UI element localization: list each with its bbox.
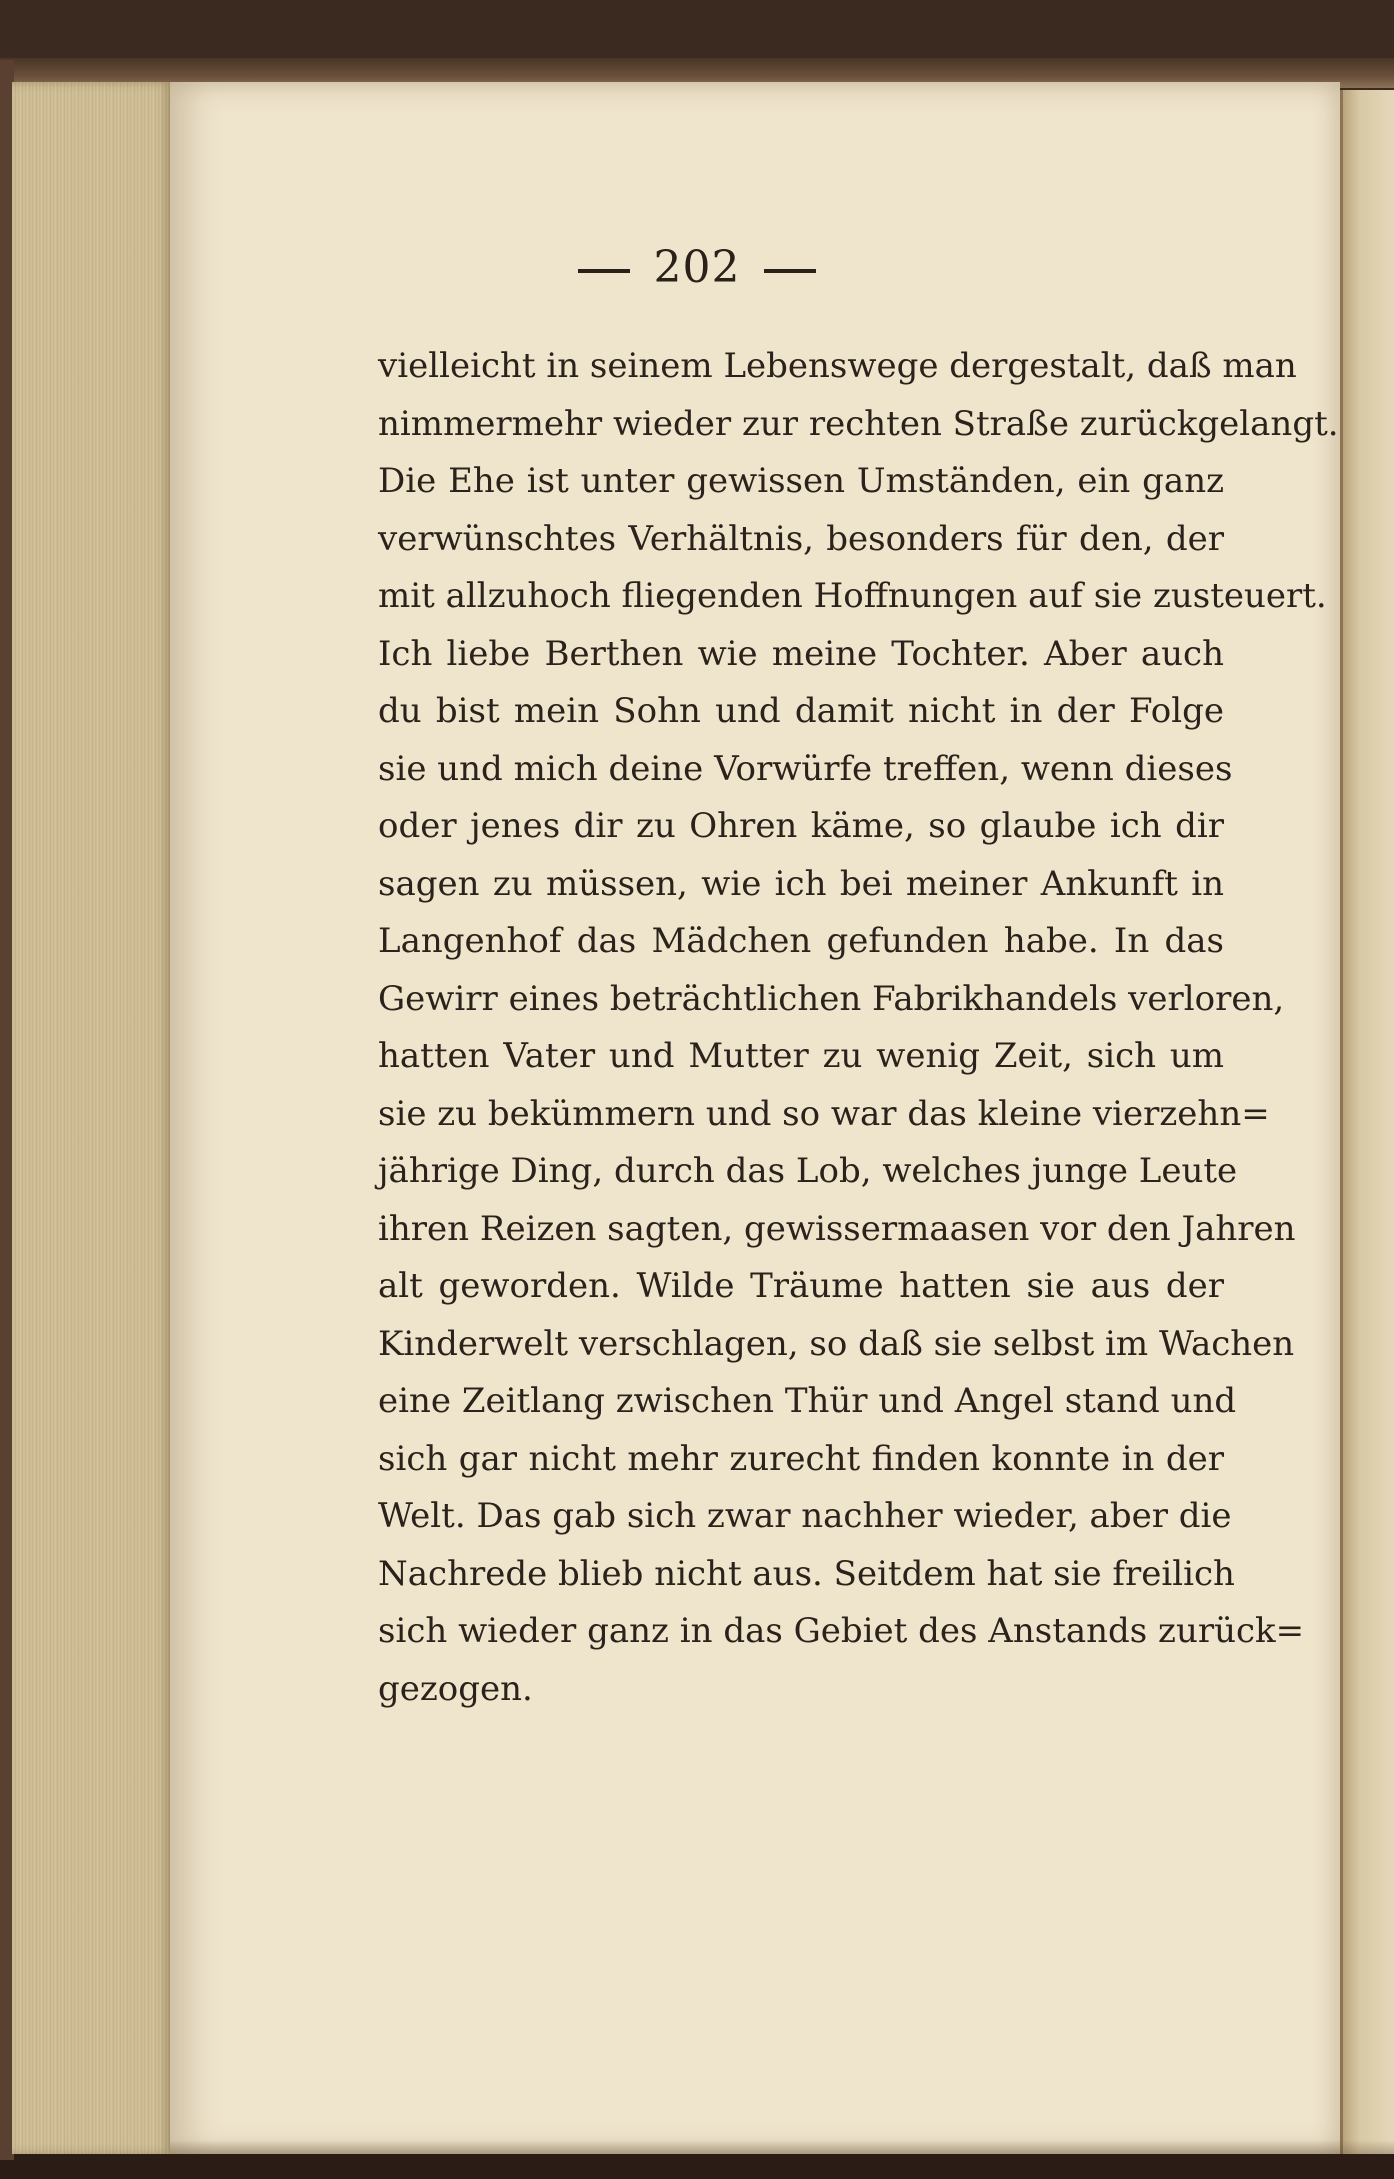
text-line: eine Zeitlang zwischen Thür und Angel stand und [378,1381,1237,1421]
text-line: oder jenes dir zu Ohren käme, so glaube ich dir [378,806,1224,846]
text-line: Welt. Das gab sich zwar nachher wieder, aber die [378,1496,1232,1536]
text-line: sie zu bekümmern und so war das kleine vierzehn= [378,1093,1270,1134]
text-line: verwünschtes Verhältnis, besonders für den, der [378,518,1224,559]
text-line: sich gar nicht mehr zurecht finden konnte in der [378,1438,1224,1479]
text-line: Ich liebe Berthen wie meine Tochter. Aber auch [378,633,1224,674]
text-line: alt geworden. Wilde Träume hatten sie aus der [378,1266,1224,1306]
page-stack-edge [12,82,174,2154]
text-line: Nachrede blieb nicht aus. Seitdem hat sie freilich [378,1553,1235,1594]
text-line: sich wieder ganz in das Gebiet des Anstands zurück= [378,1611,1305,1651]
text-line: jährige Ding, durch das Lob, welches junge Leute [378,1151,1238,1191]
text-line: Gewirr eines beträchtlichen Fabrikhandels verloren, [378,978,1285,1019]
page-number: 202 [653,242,741,293]
text-line: Die Ehe ist unter gewissen Umständen, ein ganz [378,461,1224,501]
text-line: Langenhof das Mädchen gefunden habe. In das [378,921,1224,961]
text-line: nimmermehr wieder zur rechten Straße zurückgelangt. [378,403,1339,444]
text-line: mit allzuhoch fliegenden Hoffnungen auf sie zusteuert. [378,576,1327,616]
right-dash [764,269,816,273]
text-line: hatten Vater und Mutter zu wenig Zeit, sich um [378,1036,1224,1076]
text-line: gezogen. [378,1668,533,1709]
text-line: Kinderwelt verschlagen, so daß sie selbst im Wachen [378,1323,1295,1364]
page-shadow [170,2140,1394,2154]
text-line: du bist mein Sohn und damit nicht in der Folge [378,691,1224,731]
text-line: vielleicht in seinem Lebenswege dergestalt, daß man [378,346,1297,386]
text-line: ihren Reizen sagten, gewissermaasen vor den Jahren [378,1208,1296,1249]
page-number-header [0,242,1394,293]
next-page-edge [1340,90,1394,2154]
text-line: sie und mich deine Vorwürfe treffen, wenn dieses [378,748,1233,789]
left-dash [578,269,630,273]
text-line: sagen zu müssen, wie ich bei meiner Ankunft in [378,863,1224,904]
body-text [378,338,1339,1718]
